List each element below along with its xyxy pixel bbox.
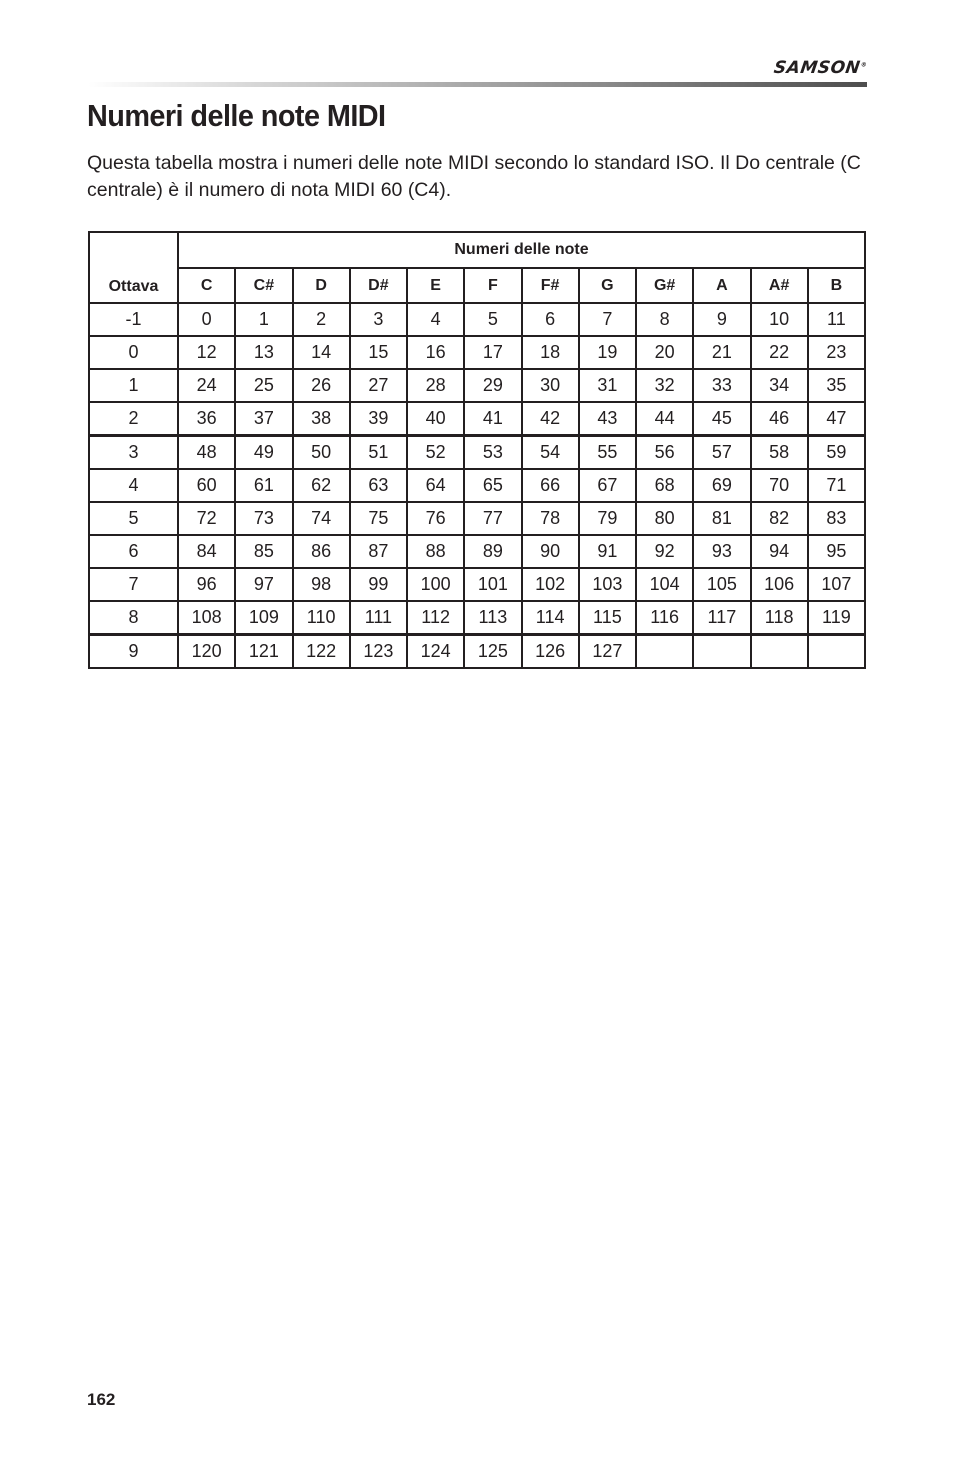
note-number-cell: 34 xyxy=(751,369,808,402)
note-number-cell: 13 xyxy=(235,336,292,369)
note-number-cell: 65 xyxy=(464,469,521,502)
note-number-cell: 125 xyxy=(464,635,521,669)
note-number-cell: 9 xyxy=(693,303,750,336)
note-header: A# xyxy=(751,268,808,303)
note-number-cell: 120 xyxy=(178,635,235,669)
note-number-cell xyxy=(636,635,693,669)
page-number: 162 xyxy=(87,1390,116,1409)
note-number-cell: 47 xyxy=(808,402,865,436)
note-number-cell: 113 xyxy=(464,601,521,635)
note-number-cell: 106 xyxy=(751,568,808,601)
note-number-cell: 36 xyxy=(178,402,235,436)
note-number-cell: 17 xyxy=(464,336,521,369)
note-number-cell: 46 xyxy=(751,402,808,436)
note-header: C# xyxy=(235,268,292,303)
note-number-cell: 26 xyxy=(293,369,350,402)
octave-cell: 7 xyxy=(89,568,178,601)
note-number-cell: 110 xyxy=(293,601,350,635)
note-number-cell: 116 xyxy=(636,601,693,635)
note-number-cell: 41 xyxy=(464,402,521,436)
note-header: F xyxy=(464,268,521,303)
octave-column-header: Ottava xyxy=(89,232,178,303)
note-number-cell: 104 xyxy=(636,568,693,601)
note-number-cell: 103 xyxy=(579,568,636,601)
note-number-cell: 73 xyxy=(235,502,292,535)
note-number-cell: 79 xyxy=(579,502,636,535)
note-number-cell: 64 xyxy=(407,469,464,502)
note-number-cell: 16 xyxy=(407,336,464,369)
note-number-cell: 40 xyxy=(407,402,464,436)
note-number-cell: 102 xyxy=(522,568,579,601)
note-number-cell: 19 xyxy=(579,336,636,369)
midi-note-table xyxy=(88,231,866,669)
note-number-cell: 68 xyxy=(636,469,693,502)
note-number-cell xyxy=(751,635,808,669)
note-number-cell: 54 xyxy=(522,436,579,470)
octave-cell: 4 xyxy=(89,469,178,502)
note-number-cell: 98 xyxy=(293,568,350,601)
note-number-cell: 12 xyxy=(178,336,235,369)
note-number-cell: 5 xyxy=(464,303,521,336)
note-header: C xyxy=(178,268,235,303)
note-number-cell: 2 xyxy=(293,303,350,336)
note-number-cell: 33 xyxy=(693,369,750,402)
note-number-cell: 44 xyxy=(636,402,693,436)
note-number-cell: 8 xyxy=(636,303,693,336)
note-number-cell: 118 xyxy=(751,601,808,635)
note-number-cell: 25 xyxy=(235,369,292,402)
note-number-cell: 81 xyxy=(693,502,750,535)
note-number-cell: 108 xyxy=(178,601,235,635)
note-number-cell: 121 xyxy=(235,635,292,669)
note-header: E xyxy=(407,268,464,303)
note-number-cell: 83 xyxy=(808,502,865,535)
note-number-cell: 4 xyxy=(407,303,464,336)
octave-cell: 5 xyxy=(89,502,178,535)
page-title: Numeri delle note MIDI xyxy=(87,98,386,133)
note-number-cell: 70 xyxy=(751,469,808,502)
note-number-cell: 86 xyxy=(293,535,350,568)
note-number-cell: 69 xyxy=(693,469,750,502)
table-row xyxy=(89,469,865,502)
table-row xyxy=(89,601,865,635)
samson-logo: SAMSON® xyxy=(772,58,868,78)
note-number-cell: 56 xyxy=(636,436,693,470)
note-number-cell: 124 xyxy=(407,635,464,669)
note-number-cell: 88 xyxy=(407,535,464,568)
note-number-cell: 126 xyxy=(522,635,579,669)
note-number-cell: 7 xyxy=(579,303,636,336)
note-number-cell: 21 xyxy=(693,336,750,369)
note-number-cell: 1 xyxy=(235,303,292,336)
note-number-cell: 95 xyxy=(808,535,865,568)
table-row xyxy=(89,568,865,601)
octave-cell: -1 xyxy=(89,303,178,336)
note-number-cell: 22 xyxy=(751,336,808,369)
table-row xyxy=(89,535,865,568)
note-number-cell: 111 xyxy=(350,601,407,635)
note-number-cell: 90 xyxy=(522,535,579,568)
note-number-cell: 3 xyxy=(350,303,407,336)
note-number-cell: 67 xyxy=(579,469,636,502)
note-number-cell: 89 xyxy=(464,535,521,568)
note-number-cell: 35 xyxy=(808,369,865,402)
octave-cell: 8 xyxy=(89,601,178,635)
note-number-cell: 94 xyxy=(751,535,808,568)
note-number-cell: 15 xyxy=(350,336,407,369)
note-number-cell: 71 xyxy=(808,469,865,502)
note-number-cell: 55 xyxy=(579,436,636,470)
note-number-cell: 42 xyxy=(522,402,579,436)
table-row xyxy=(89,635,865,669)
note-number-cell: 49 xyxy=(235,436,292,470)
note-number-cell: 11 xyxy=(808,303,865,336)
note-number-cell: 99 xyxy=(350,568,407,601)
note-number-cell: 119 xyxy=(808,601,865,635)
note-number-cell: 28 xyxy=(407,369,464,402)
note-number-cell: 100 xyxy=(407,568,464,601)
note-number-cell: 107 xyxy=(808,568,865,601)
note-number-cell: 112 xyxy=(407,601,464,635)
note-number-cell: 127 xyxy=(579,635,636,669)
note-number-cell: 115 xyxy=(579,601,636,635)
note-number-cell: 61 xyxy=(235,469,292,502)
note-number-cell: 80 xyxy=(636,502,693,535)
note-number-cell: 105 xyxy=(693,568,750,601)
note-number-cell: 32 xyxy=(636,369,693,402)
note-number-cell: 85 xyxy=(235,535,292,568)
note-number-cell: 51 xyxy=(350,436,407,470)
table-body xyxy=(89,303,865,668)
note-number-cell: 93 xyxy=(693,535,750,568)
note-number-cell: 62 xyxy=(293,469,350,502)
note-number-cell: 82 xyxy=(751,502,808,535)
note-number-cell: 48 xyxy=(178,436,235,470)
note-number-cell: 117 xyxy=(693,601,750,635)
note-number-cell: 60 xyxy=(178,469,235,502)
note-number-cell: 24 xyxy=(178,369,235,402)
note-number-cell: 52 xyxy=(407,436,464,470)
note-number-cell: 109 xyxy=(235,601,292,635)
table-row xyxy=(89,336,865,369)
note-number-cell: 39 xyxy=(350,402,407,436)
note-number-cell xyxy=(808,635,865,669)
note-number-cell: 122 xyxy=(293,635,350,669)
note-number-cell: 97 xyxy=(235,568,292,601)
note-number-cell: 72 xyxy=(178,502,235,535)
note-header: D# xyxy=(350,268,407,303)
note-number-cell: 37 xyxy=(235,402,292,436)
note-number-cell: 92 xyxy=(636,535,693,568)
intro-paragraph: Questa tabella mostra i numeri delle note MIDI secondo lo standard ISO. Il Do centrale (C centrale) è il numero di nota MIDI 60 (C4). xyxy=(87,152,861,201)
table-row xyxy=(89,303,865,336)
note-number-cell: 50 xyxy=(293,436,350,470)
note-number-cell: 30 xyxy=(522,369,579,402)
table-row xyxy=(89,402,865,436)
note-number-cell: 101 xyxy=(464,568,521,601)
note-header: B xyxy=(808,268,865,303)
note-number-cell: 66 xyxy=(522,469,579,502)
note-number-cell: 14 xyxy=(293,336,350,369)
note-number-cell: 78 xyxy=(522,502,579,535)
octave-cell: 3 xyxy=(89,436,178,470)
note-number-cell: 114 xyxy=(522,601,579,635)
header-rule xyxy=(88,82,867,87)
note-number-cell: 63 xyxy=(350,469,407,502)
note-number-cell: 27 xyxy=(350,369,407,402)
note-number-cell: 0 xyxy=(178,303,235,336)
note-number-cell: 6 xyxy=(522,303,579,336)
octave-cell: 0 xyxy=(89,336,178,369)
note-number-cell: 91 xyxy=(579,535,636,568)
note-number-cell: 31 xyxy=(579,369,636,402)
note-number-cell: 84 xyxy=(178,535,235,568)
octave-cell: 9 xyxy=(89,635,178,669)
table-row xyxy=(89,369,865,402)
note-header: D xyxy=(293,268,350,303)
note-number-cell: 76 xyxy=(407,502,464,535)
note-header: G xyxy=(579,268,636,303)
note-number-cell: 23 xyxy=(808,336,865,369)
note-number-cell: 58 xyxy=(751,436,808,470)
note-header: G# xyxy=(636,268,693,303)
note-number-cell: 87 xyxy=(350,535,407,568)
octave-cell: 1 xyxy=(89,369,178,402)
table-row xyxy=(89,502,865,535)
note-number-cell: 10 xyxy=(751,303,808,336)
note-number-cell: 57 xyxy=(693,436,750,470)
note-number-cell: 59 xyxy=(808,436,865,470)
note-number-cell: 18 xyxy=(522,336,579,369)
note-number-cell: 74 xyxy=(293,502,350,535)
table-row xyxy=(89,436,865,470)
note-number-cell: 53 xyxy=(464,436,521,470)
octave-cell: 6 xyxy=(89,535,178,568)
octave-cell: 2 xyxy=(89,402,178,436)
table-header-row xyxy=(89,232,865,268)
note-number-cell: 123 xyxy=(350,635,407,669)
note-header: A xyxy=(693,268,750,303)
note-number-cell: 38 xyxy=(293,402,350,436)
note-number-cell xyxy=(693,635,750,669)
note-number-cell: 96 xyxy=(178,568,235,601)
notes-group-header: Numeri delle note xyxy=(178,232,865,268)
note-number-cell: 77 xyxy=(464,502,521,535)
note-number-cell: 45 xyxy=(693,402,750,436)
note-number-cell: 43 xyxy=(579,402,636,436)
note-number-cell: 75 xyxy=(350,502,407,535)
note-number-cell: 20 xyxy=(636,336,693,369)
note-names-row xyxy=(89,268,865,303)
note-number-cell: 29 xyxy=(464,369,521,402)
note-header: F# xyxy=(522,268,579,303)
